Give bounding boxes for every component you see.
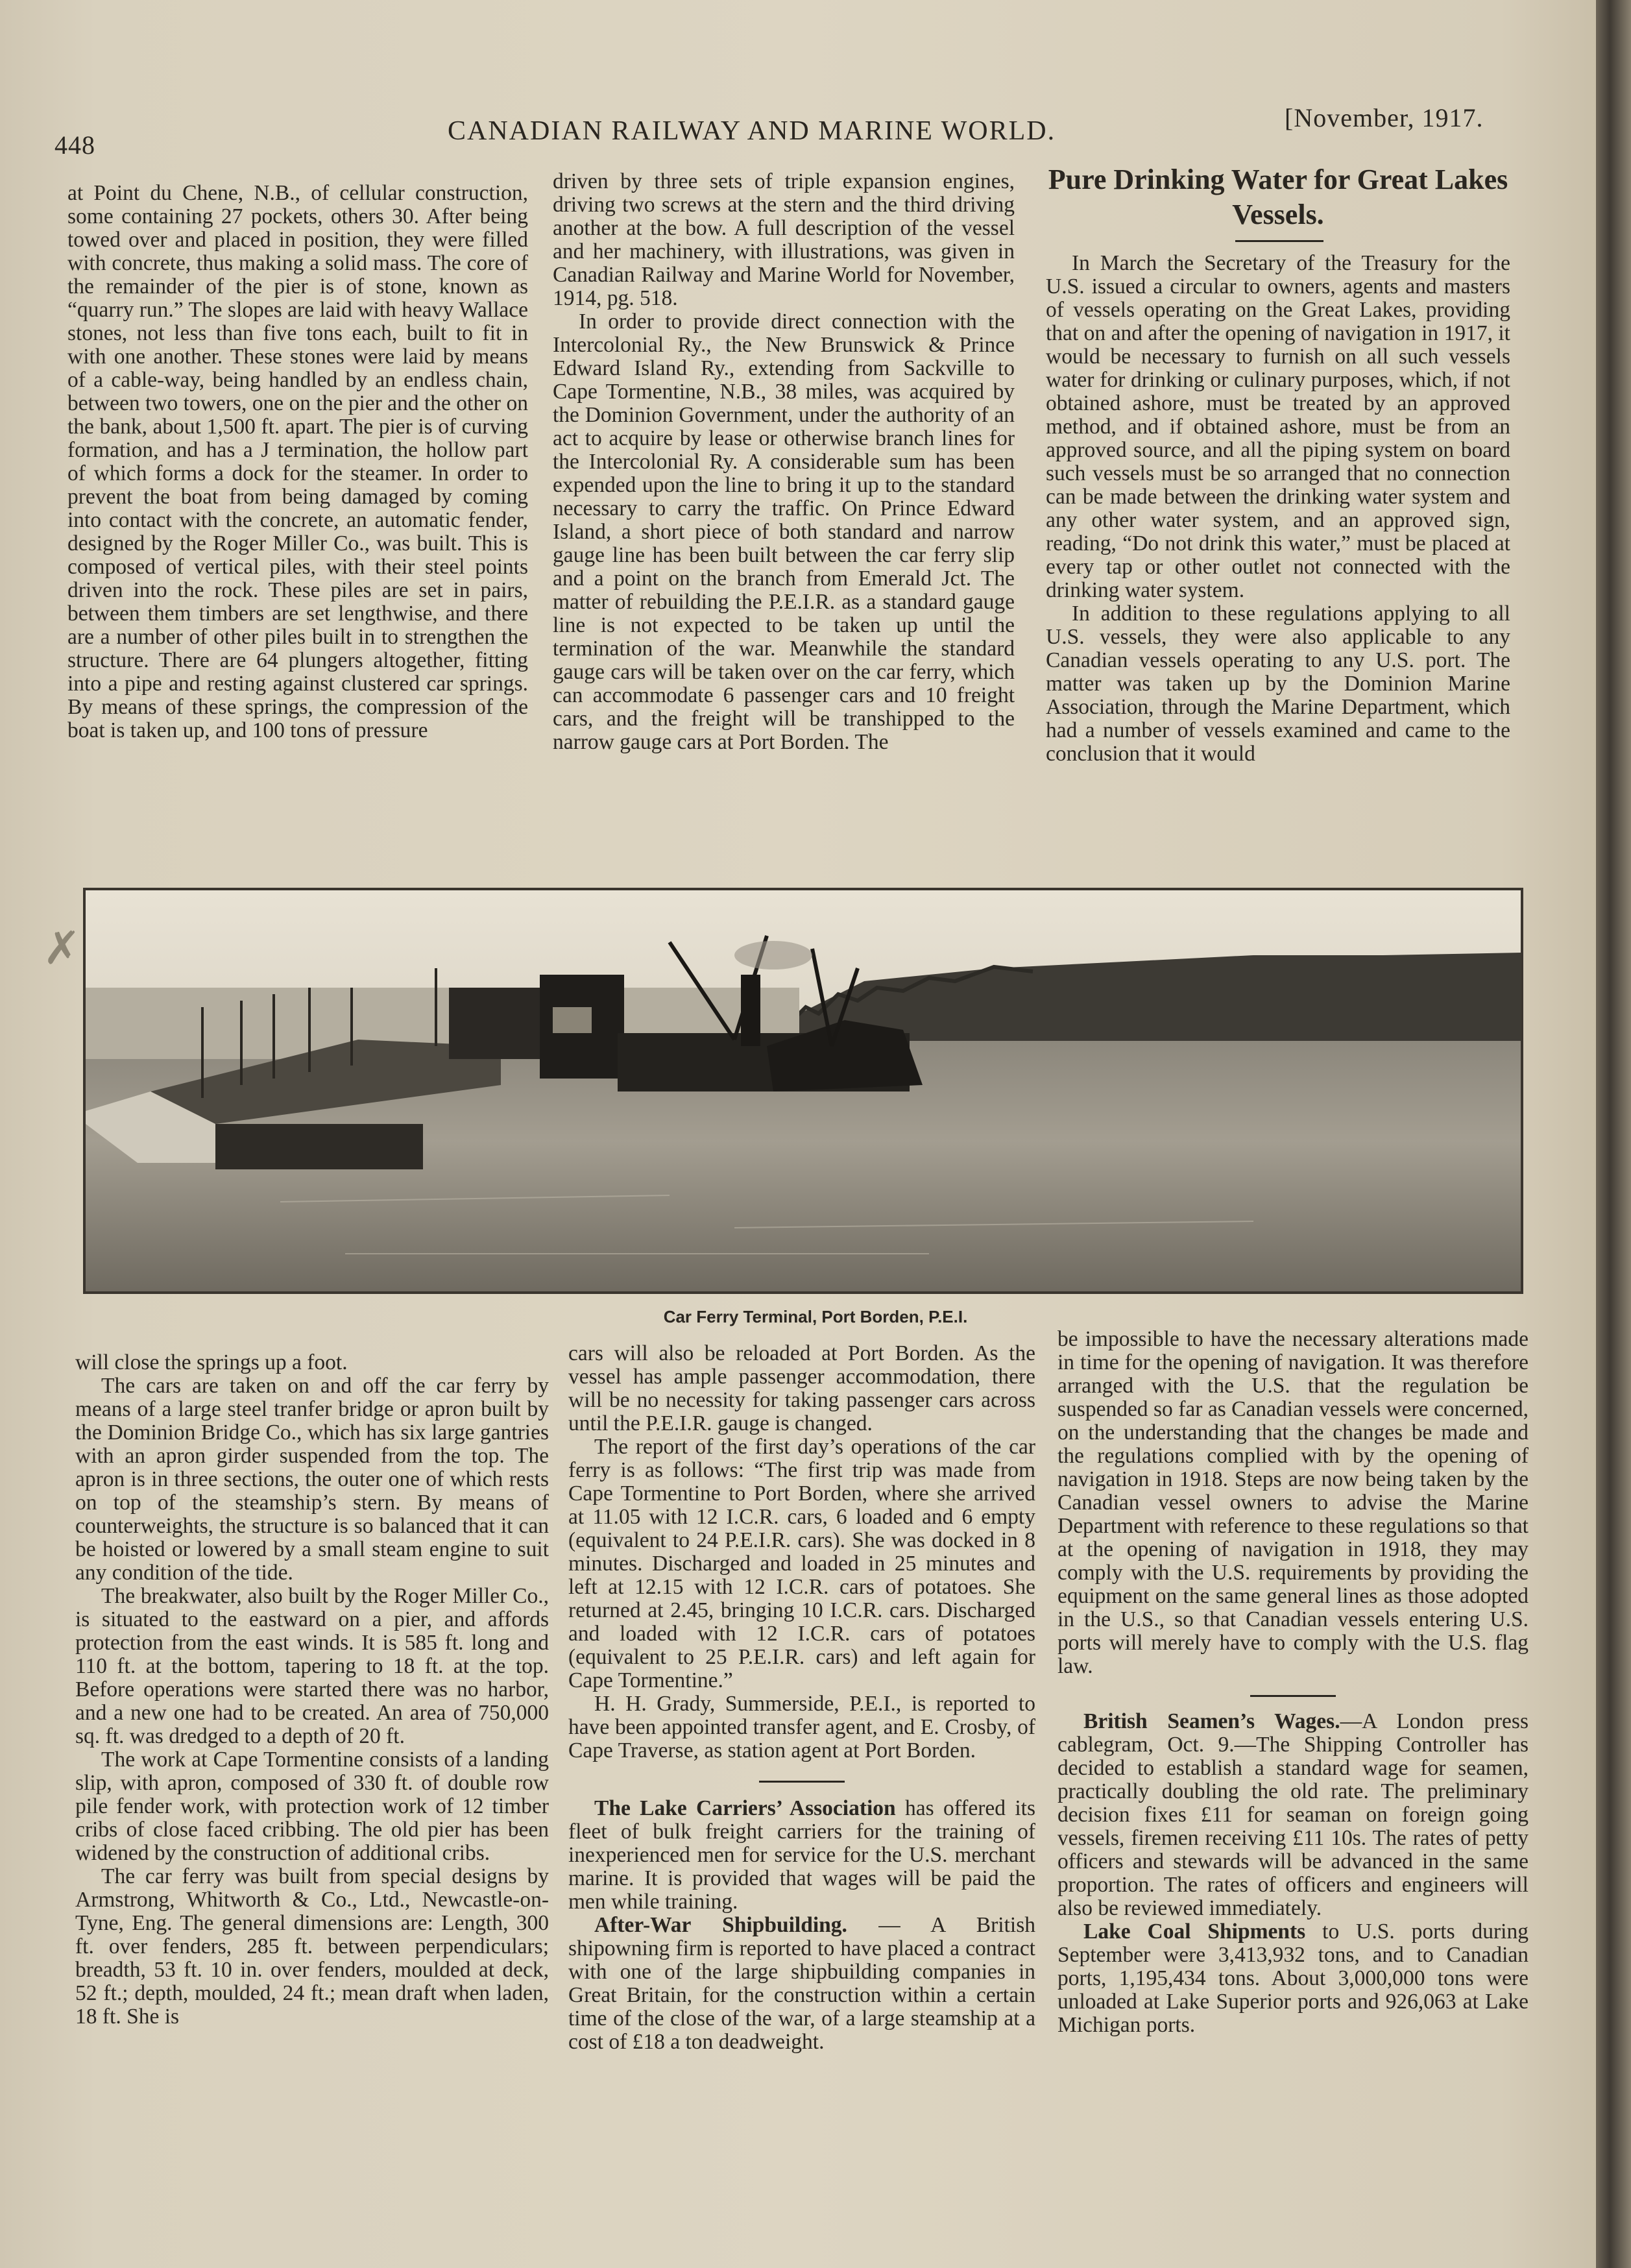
page-number: 448 [54,130,95,160]
bottom-column-3 [1057,1328,1528,2037]
paragraph: The car ferry was built from special designs by Armstrong, Whitworth & Co., Ltd., Newcastle-on-Tyne, Eng. The general dimensions are: Length, 300 ft. over fenders, 285 ft. between perpendiculars; breadth, 53 ft. 10 in. over fenders, moulded at deck, 52 ft.; depth, moulded, 24 ft.; mean draft when laden, 18 ft. She is [75,1864,549,2029]
divider [1250,1695,1336,1697]
paragraph: The breakwater, also built by the Roger Miller Co., is situated to the eastward on a pier, and affords protection from the east winds. It is 585 ft. long and 110 ft. at the bottom, tapering to 18 ft. at the top. Before operations were started there was no harbor, and a new one had to be created. An area of 750,000 sq. ft. was dredged to a depth of 20 ft. [75,1584,549,1748]
item-text: — A British shipowning firm is reported to have placed a contract with one of the large shipbuilding companies in Great Britain, for the construction within a certain time of the close of the war, of a large steamship at a cost of £18 a ton deadweight. [568,1913,1035,2054]
bottom-column-1 [75,1351,549,2029]
item-lead: British Seamen’s Wages. [1083,1709,1340,1733]
divider [759,1781,845,1783]
paragraph: In order to provide direct connection with the Intercolonial Ry., the New Brunswick & Prince Edward Island Ry., extending from Sackville to Cape Tormentine, N.B., 38 miles, was acquired by the Dominion Government, under the authority of an act to acquire by lease or otherwise branch lines for the Intercolonial Ry. A considerable sum has been expended upon the line to bring it up to the standard necessary to carry the traffic. On Prince Edward Island, a short piece of both standard and narrow gauge line has been built between the car ferry slip and a point on the branch from Emerald Jct. The matter of rebuilding the P.E.I.R. as a standard gauge line is not expected to be taken up until the termination of the war. Meanwhile the standard gauge cars will be taken over on the car ferry, which can accommodate 6 passenger cars and 10 freight cars, and the freight will be transhipped to the narrow gauge cars at Port Borden. The [553,310,1015,754]
paragraph: at Point du Chene, N.B., of cellular construction, some containing 27 pockets, others 30. After being towed over and placed in position, they were filled with concrete, thus making a solid mass. The core of the remainder of the pier is of stone, known as “quarry run.” The slopes are laid with heavy Wallace stones, not less than five tons each, built to fit in with one another. These stones were laid by means of a cable-way, being handled by an endless chain, between two towers, one on the pier and the other on the bank, about 1,500 ft. apart. The pier is of curving formation, and has a J termination, the hollow part of which forms a dock for the steamer. In order to prevent the boat from being damaged by coming into contact with the concrete, an automatic fender, designed by the Roger Miller Co., was built. This is composed of vertical piles, with their steel points driven into the rock. These piles are set in pairs, between them timbers are set lengthwise, and there are a number of other piles built in to strengthen the structure. There are 64 plungers altogether, fitting into a pipe and resting against clustered car springs. By means of these springs, the compression of the boat is taken up, and 100 tons of pressure [67,181,528,742]
journal-title: CANADIAN RAILWAY AND MARINE WORLD. [448,116,1056,146]
issue-date: [November, 1917. [1285,103,1484,132]
paragraph: driven by three sets of triple expansion engines, driving two screws at the stern and the third driving another at the bow. A full description of the vessel and her machinery, with illustrations, was given in Canadian Railway and Marine World for November, 1914, pg. 518. [553,169,1015,310]
paragraph: H. H. Grady, Summerside, P.E.I., is reported to have been appointed transfer agent, and E. Crosby, of Cape Traverse, as station agent at Port Borden. [568,1692,1035,1762]
pencil-mark: ✗ [43,924,81,974]
paragraph [568,1797,1035,1914]
item-lead: After-War Shipbuilding. [594,1913,847,1937]
item-text: to U.S. ports during September were 3,413,932 tons, and to Canadian ports, 1,195,434 tons. About 3,000,000 tons were unloaded at Lake Superior ports and 926,063 at Lake Michigan ports. [1057,1920,1528,2037]
paragraph: The work at Cape Tormentine consists of a landing slip, with apron, composed of 330 ft. of double row pile fender work, with protection work of 12 timber cribs of close faced cribbing. The old pier has been widened by the construction of additional cribs. [75,1748,549,1865]
paragraph: cars will also be reloaded at Port Borden. As the vessel has ample passenger accommodation, there will be no necessity for taking passenger cars across until the P.E.I.R. gauge is changed. [568,1341,1035,1435]
paragraph: The cars are taken on and off the car ferry by means of a large steel tranfer bridge or apron built by the Dominion Bridge Co., which has six large gantries with an apron girder suspended from the top. The apron is in three sections, the outer one of which rests on top of the steamship’s stern. By means of counterweights, the structure is so balanced that it can be hoisted or lowered by a small steam engine to suit any condition of the tide. [75,1374,549,1585]
harbor-photo-illustration [86,890,1521,1291]
book-spine [1596,0,1631,2268]
item-lead: Lake Coal Shipments [1083,1920,1306,1944]
divider [1235,240,1323,242]
paragraph: will close the springs up a foot. [75,1350,348,1374]
article-headline: Pure Drinking Water for Great Lakes Vessels. [1048,164,1508,230]
paragraph: In addition to these regulations applying to all U.S. vessels, they were also applicable to any Canadian vessels operating to any U.S. port. The matter was taken up by the Dominion Marine Association, through the Marine Department, which had a number of vessels examined and came to the conclusion that it would [1046,602,1510,766]
item-text: has offered its fleet of bulk freight carriers for the training of inexperienced men for service for the U.S. merchant marine. It is provided that wages will be paid the men while training. [568,1796,1035,1914]
paragraph [568,1914,1035,2054]
item-lead: The Lake Carriers’ Association [594,1796,896,1820]
bottom-column-2 [568,1342,1035,2054]
photograph [83,888,1523,1294]
item-text: —A London press cablegram, Oct. 9.—The Shipping Controller has decided to establish a standard wage for seamen, practically doubling the old rate. The preliminary decision fixes £11 for seaman on foreign going vessels, firemen receiving £11 10s. The rates of petty officers and stewards will be advanced in the same proportion. The rates of officers and engineers will also be reviewed immediately. [1057,1709,1528,1920]
top-column-2 [553,170,1015,754]
paragraph [1057,1920,1528,2037]
paragraph: In March the Secretary of the Treasury for the U.S. issued a circular to owners, agents and masters of vessels operating on the Great Lakes, providing that on and after the opening of navigation in 1917, it would be necessary to furnish on all such vessels water for drinking or culinary purposes, which, if not obtained ashore, must be treated by an approved method, and if obtained ashore, must be from an approved source, and all the piping system on board such vessels must be so arranged that no connection can be made between the drinking water system and any other water system, and an approved sign, reading, “Do not drink this water,” must be placed at every tap or other outlet not connected with the drinking water system. [1046,251,1510,602]
photo-caption: Car Ferry Terminal, Port Borden, P.E.I. [663,1307,968,1326]
top-column-3 [1046,252,1510,766]
top-column-1 [67,182,528,742]
paragraph: The report of the first day’s operations of the car ferry is as follows: “The first trip was made from Cape Tormentine to Port Borden, where she arrived at 11.05 with 12 I.C.R. cars, 6 loaded and 6 empty (equivalent to 24 P.E.I.R. cars). She was docked in 8 minutes. Discharged and loaded in 25 minutes and left at 12.15 with 12 I.C.R. cars of potatoes. She returned at 2.45, bringing 10 I.C.R. cars. Discharged and loaded with 12 I.C.R. cars of potatoes (equivalent to 25 P.E.I.R. cars) and left again for Cape Tormentine.” [568,1435,1035,1692]
paragraph [1057,1710,1528,1920]
paragraph: be impossible to have the necessary alterations made in time for the opening of navigation. It was therefore arranged with the U.S. that the regulation be suspended so far as Canadian vessels were concerned, on the understanding that the changes be made and the regulations complied with by the opening of navigation in 1918. Steps are now being taken by the Canadian vessel owners to advise the Marine Department with reference to these regulations so that at the opening of navigation in 1918, they may comply with the U.S. requirements by providing the equipment on the same general lines as those adopted in the U.S., so that Canadian vessels entering U.S. ports will merely have to comply with the U.S. flag law. [1057,1327,1528,1678]
